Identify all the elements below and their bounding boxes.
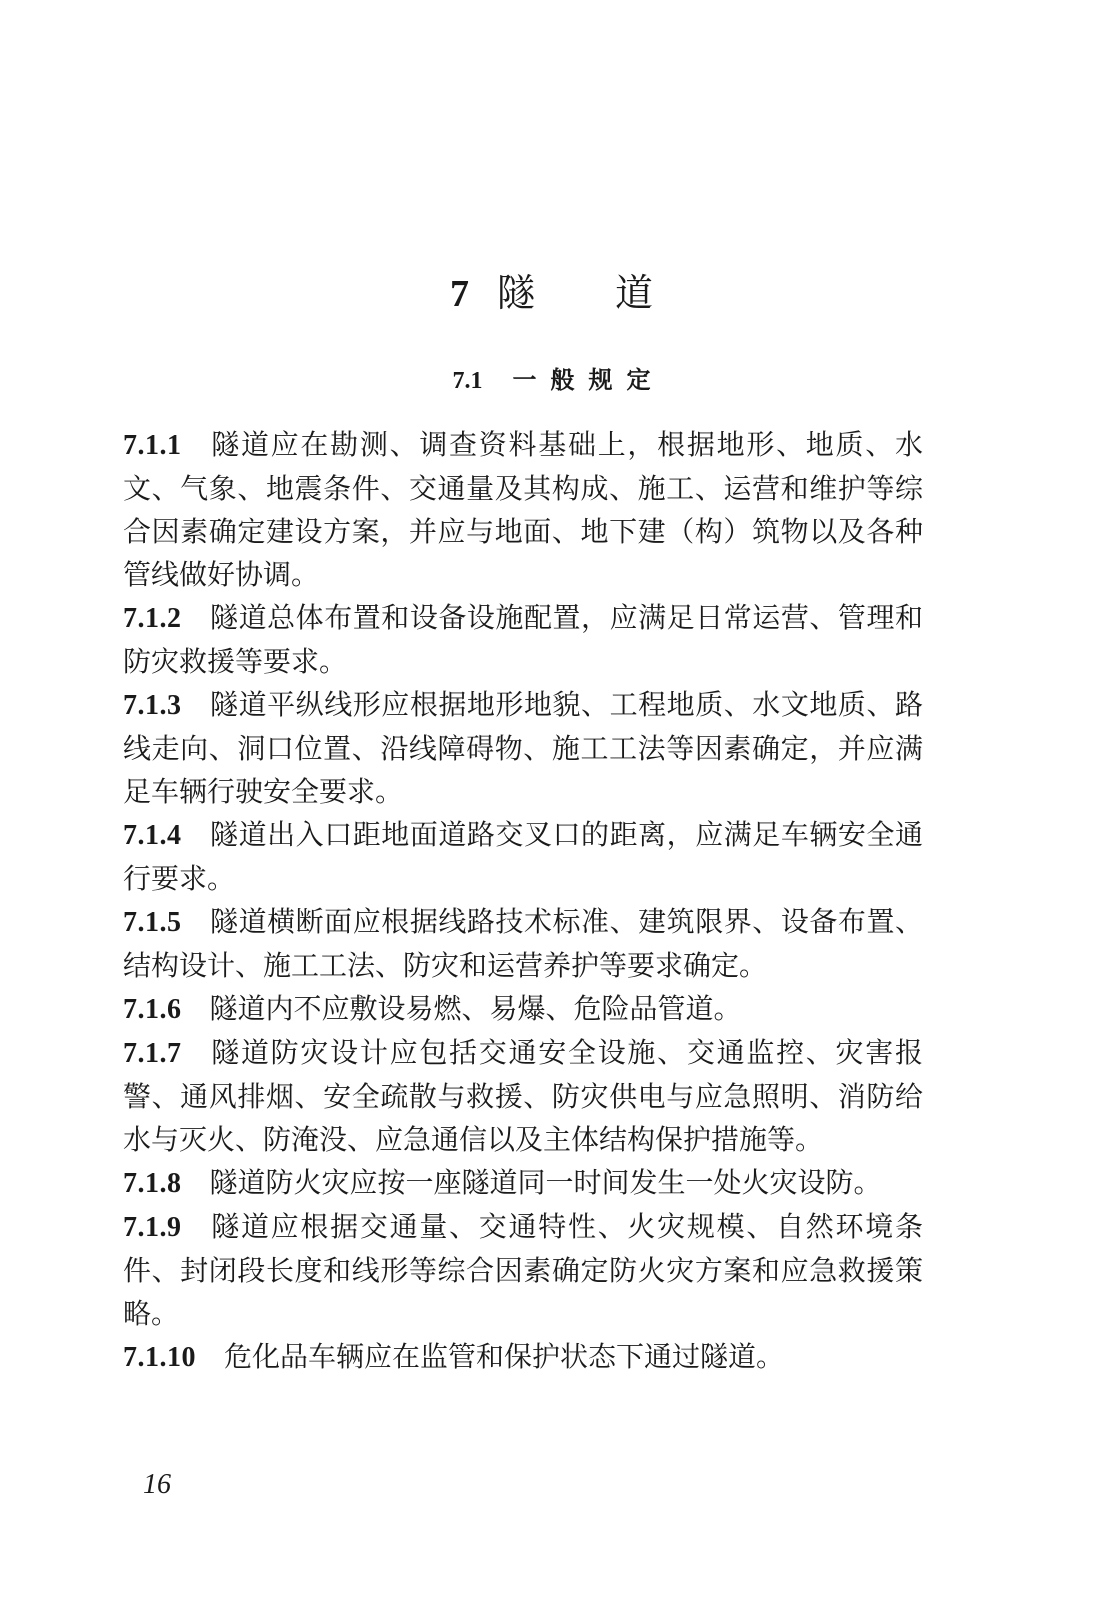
clause-7-1-9 [123, 1205, 923, 1335]
clause-list [123, 423, 923, 1379]
clause-number: 7.1.5 [123, 907, 182, 938]
chapter-title-text: 隧道 [496, 271, 733, 315]
clause-text: 隧道平纵线形应根据地形地貌、工程地质、水文地质、路线走向、洞口位置、沿线障碍物、施工工法等因素确定，并应满足车辆行驶安全要求。 [123, 688, 923, 808]
chapter-title [0, 268, 1103, 319]
clause-7-1-1 [123, 423, 923, 596]
section-title-text: 一般规定 [512, 366, 665, 394]
clause-number: 7.1.6 [123, 994, 182, 1025]
clause-number: 7.1.7 [123, 1038, 182, 1069]
clause-7-1-10 [123, 1335, 923, 1379]
clause-text: 危化品车辆应在监管和保护状态下通过隧道。 [224, 1340, 785, 1373]
clause-number: 7.1.2 [123, 603, 182, 634]
clause-7-1-6 [123, 987, 923, 1031]
clause-text: 隧道应在勘测、调查资料基础上，根据地形、地质、水文、气象、地震条件、交通量及其构成、施工、运营和维护等综合因素确定建设方案，并应与地面、地下建（构）筑物以及各种管线做好协调。 [123, 428, 923, 591]
clause-number: 7.1.10 [123, 1342, 196, 1373]
clause-number: 7.1.4 [123, 820, 182, 851]
clause-text: 隧道应根据交通量、交通特性、火灾规模、自然环境条件、封闭段长度和线形等综合因素确定防火灾方案和应急救援策略。 [123, 1210, 923, 1330]
clause-text: 隧道总体布置和设备设施配置，应满足日常运营、管理和防灾救援等要求。 [123, 601, 923, 678]
clause-7-1-2 [123, 596, 923, 683]
clause-7-1-5 [123, 900, 923, 987]
clause-text: 隧道横断面应根据线路技术标准、建筑限界、设备布置、结构设计、施工工法、防灾和运营养护等要求确定。 [123, 905, 923, 982]
clause-number: 7.1.9 [123, 1212, 182, 1243]
page-number: 16 [143, 1469, 171, 1500]
clause-text: 隧道防火灾应按一座隧道同一时间发生一处火灾设防。 [209, 1166, 882, 1199]
section-number: 7.1 [452, 368, 483, 394]
clause-number: 7.1.3 [123, 690, 182, 721]
clause-7-1-8 [123, 1161, 923, 1205]
clause-number: 7.1.8 [123, 1168, 182, 1199]
clause-text: 隧道内不应敷设易燃、易爆、危险品管道。 [209, 992, 742, 1025]
clause-text: 隧道出入口距地面道路交叉口的距离，应满足车辆安全通行要求。 [123, 818, 923, 895]
chapter-number: 7 [449, 273, 469, 315]
clause-7-1-4 [123, 813, 923, 900]
clause-text: 隧道防灾设计应包括交通安全设施、交通监控、灾害报警、通风排烟、安全疏散与救援、防灾供电与应急照明、消防给水与灭火、防淹没、应急通信以及主体结构保护措施等。 [123, 1036, 923, 1156]
clause-7-1-7 [123, 1031, 923, 1161]
clause-number: 7.1.1 [123, 430, 182, 461]
clause-7-1-3 [123, 683, 923, 813]
section-title [0, 364, 1103, 397]
